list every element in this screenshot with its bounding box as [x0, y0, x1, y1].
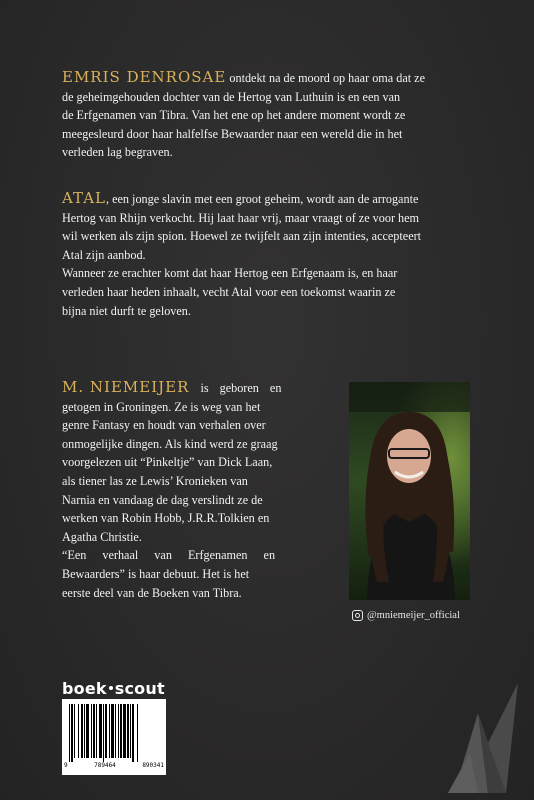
barcode-bar: [127, 704, 129, 758]
barcode-bar: [132, 704, 134, 762]
isbn-digit-group: 789464: [94, 762, 116, 769]
geometric-deco: [448, 683, 520, 793]
text-line: meegesleurd door haar halfelfse Bewaarder naar een wereld die in het: [62, 126, 403, 141]
text-line: Wanneer ze erachter komt dat haar Hertog een Erfgenaam is, en haar: [62, 266, 398, 281]
text-line: verleden lag begraven.: [62, 145, 173, 160]
text-line: voorgelezen uit “Pinkeltje” van Dick Laan,: [62, 455, 273, 470]
instagram-icon: [352, 610, 363, 621]
barcode-bar: [96, 704, 97, 758]
text-line: Agatha Christie.: [62, 529, 142, 544]
text-line: bijna niet durft te geloven.: [62, 303, 191, 318]
text-line: wil werken als zijn spion. Hoewel ze twijfelt aan zijn intenties, accepteert: [62, 229, 422, 244]
barcode-bar: [109, 704, 110, 758]
text-line: “Een verhaal van Erfgenamen en: [62, 548, 276, 563]
isbn-barcode: [62, 699, 166, 775]
barcode-bar: [105, 704, 107, 758]
text-line: Narnia en vandaag de dag verslindt ze de: [62, 492, 263, 507]
text-line: getogen in Groningen. Ze is weg van het: [62, 399, 261, 414]
text-line: werken van Robin Hobb, J.R.R.Tolkien en: [62, 511, 270, 526]
text-line: de Erfgenamen van Tibra. Van het ene op het andere moment wordt ze: [62, 108, 406, 123]
isbn-digit-group: 890341: [142, 762, 164, 769]
text-line: de geheimgehouden dochter van de Hertog van Luthuin is en een van: [62, 89, 401, 104]
isbn-digit-group: 9: [64, 762, 68, 769]
author-photo: [349, 382, 470, 600]
barcode-bar: [74, 704, 75, 758]
text-line: genre Fantasy en houdt van verhalen over: [62, 418, 266, 433]
text-line: ontdekt na de moord op haar oma dat ze: [229, 71, 425, 85]
isbn-digits: [64, 762, 164, 769]
publisher-logo: [62, 679, 165, 698]
author-name: M. NIEMEIJER: [62, 378, 190, 396]
barcode-bar: [137, 704, 138, 762]
barcode-bar: [69, 704, 70, 762]
publisher-logo-right: scout: [114, 679, 165, 698]
author-bio: [62, 378, 291, 602]
publisher-logo-left: boek: [62, 679, 107, 698]
text-line: als tiener las ze Lewis’ Kronieken van: [62, 473, 248, 488]
barcode-bar: [93, 704, 95, 758]
text-line: Atal zijn aanbod.: [62, 247, 146, 262]
barcode-bar: [84, 704, 85, 758]
barcode-bar: [81, 704, 83, 758]
text-line: eerste deel van de Boeken van Tibra.: [62, 585, 242, 600]
synopsis-paragraph-atal: [62, 189, 474, 320]
instagram-handle: [352, 610, 460, 621]
barcode-bar: [115, 704, 116, 758]
barcode-bar: [78, 704, 79, 758]
barcode-bar: [123, 704, 126, 758]
text-line: is geboren en: [189, 381, 282, 395]
barcode-bar: [86, 704, 89, 758]
character-name-emris: EMRIS DENROSAE: [62, 68, 227, 86]
barcode-bar: [111, 704, 114, 758]
synopsis-paragraph-emris: [62, 68, 474, 162]
barcode-bar: [118, 704, 119, 758]
character-name-atal: ATAL: [62, 189, 106, 207]
author-portrait: [349, 382, 470, 600]
barcode-bar: [130, 704, 131, 758]
barcode-bars: [67, 704, 161, 762]
barcode-bar: [120, 704, 122, 758]
text-line: verleden haar heden inhaalt, vecht Atal voor een toekomst waarin ze: [62, 284, 396, 299]
instagram-text: @mniemeijer_official: [367, 610, 460, 621]
barcode-bar: [71, 704, 73, 762]
text-line: Bewaarders” is haar debuut. Het is het: [62, 566, 250, 581]
text-line: onmogelijke dingen. Als kind werd ze graag: [62, 436, 278, 451]
text-line: , een jonge slavin met een groot geheim, wordt aan de arrogante: [106, 192, 419, 206]
logo-dot: [109, 686, 113, 690]
barcode-bar: [99, 704, 102, 758]
barcode-bar: [103, 704, 104, 762]
text-line: Hertog van Rhijn verkocht. Hij laat haar vrij, maar vraagt of ze voor hem: [62, 210, 420, 225]
barcode-bar: [91, 704, 92, 758]
